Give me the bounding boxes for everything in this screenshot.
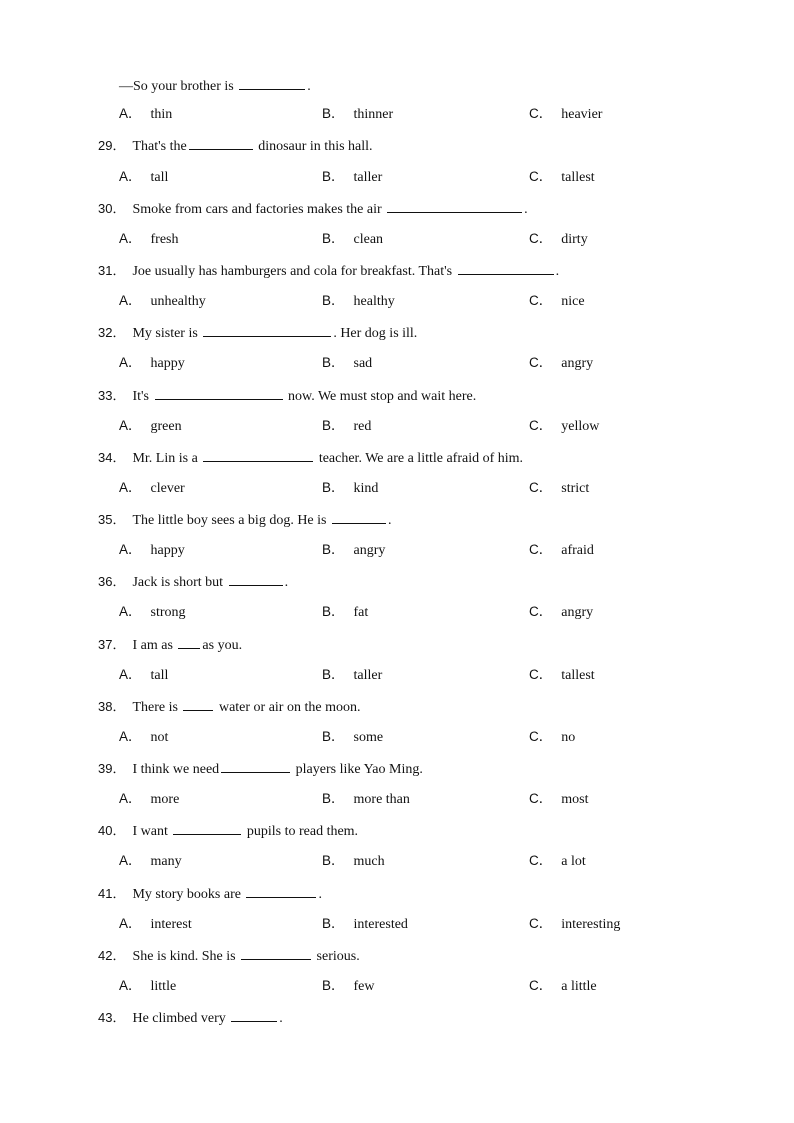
option-a: A． tall: [119, 169, 169, 185]
option-text: taller: [353, 170, 383, 185]
question-text-pre: Smoke from cars and factories makes the air: [132, 202, 386, 217]
answer-blank: [183, 696, 213, 711]
question-text-pre: —So your brother is: [119, 79, 238, 94]
option-a: A． fresh: [119, 231, 179, 247]
question-43-stem: [98, 1007, 283, 1027]
question-text-pre: Jack is short but: [132, 575, 227, 590]
option-c: C． angry: [529, 355, 594, 371]
option-text: strong: [150, 605, 186, 620]
option-text: green: [150, 419, 182, 434]
answer-blank: [203, 322, 331, 337]
option-a: A． clever: [119, 480, 185, 496]
question-32-stem: [98, 322, 417, 342]
option-b: B． thinner: [322, 106, 394, 122]
option-c: C． a lot: [529, 853, 586, 869]
question-text-post: teacher. We are a little afraid of him.: [315, 451, 524, 466]
option-b: B． clean: [322, 231, 384, 247]
option-b: B． angry: [322, 542, 386, 558]
question-text-post: water or air on the moon.: [215, 700, 361, 715]
option-b: B． kind: [322, 480, 379, 496]
option-c: C． no: [529, 729, 576, 745]
question-text-post: .: [388, 513, 392, 528]
question-text-post: . Her dog is ill.: [333, 326, 418, 341]
answer-blank: [178, 634, 200, 649]
question-30-stem: [98, 198, 528, 218]
question-34-stem: [98, 447, 523, 467]
option-text: a lot: [561, 854, 586, 869]
question-42-stem: [98, 945, 360, 965]
option-a: A． tall: [119, 667, 169, 683]
option-a: A． happy: [119, 355, 185, 371]
option-text: happy: [150, 543, 185, 558]
option-c: C． afraid: [529, 542, 594, 558]
question-number: 35．: [98, 512, 126, 527]
option-text: few: [353, 979, 375, 994]
option-text: much: [353, 854, 385, 869]
question-number: 30．: [98, 201, 126, 216]
option-text: tallest: [561, 668, 595, 683]
option-text: interested: [353, 917, 408, 932]
question-text-pre: It's: [132, 389, 153, 404]
question-text-post: serious.: [313, 949, 360, 964]
option-text: strict: [561, 481, 590, 496]
question-text-pre: I think we need: [132, 762, 220, 777]
option-text: clean: [353, 232, 384, 247]
question-text-pre: There is: [132, 700, 182, 715]
answer-blank: [246, 883, 316, 898]
question-number: 39．: [98, 761, 126, 776]
option-a: A． strong: [119, 604, 186, 620]
option-b: B． sad: [322, 355, 373, 371]
answer-blank: [203, 447, 313, 462]
question-text-post: players like Yao Ming.: [292, 762, 423, 777]
option-text: angry: [353, 543, 386, 558]
question-text-pre: Joe usually has hamburgers and cola for breakfast. That's: [132, 264, 456, 279]
question-text-pre: He climbed very: [132, 1011, 230, 1026]
option-a: A． little: [119, 978, 177, 994]
option-text: more than: [353, 792, 410, 807]
option-c: C． heavier: [529, 106, 603, 122]
question-29-stem: [98, 135, 373, 155]
question-number: 42．: [98, 948, 126, 963]
question-text-post: .: [555, 264, 560, 279]
option-b: B． healthy: [322, 293, 395, 309]
option-text: thin: [150, 107, 173, 122]
option-a: A． not: [119, 729, 169, 745]
question-28-stem: [119, 75, 311, 95]
option-text: interest: [150, 917, 192, 932]
option-text: taller: [353, 668, 383, 683]
option-text: nice: [561, 294, 585, 309]
question-number: 36．: [98, 574, 126, 589]
option-text: some: [353, 730, 384, 745]
question-text-post: .: [284, 575, 289, 590]
question-39-stem: [98, 758, 423, 778]
question-text-post: dinosaur in this hall.: [254, 139, 373, 154]
option-text: many: [150, 854, 182, 869]
option-text: fat: [353, 605, 369, 620]
option-b: B． much: [322, 853, 385, 869]
option-a: A． many: [119, 853, 182, 869]
question-40-stem: [98, 820, 358, 840]
question-37-stem: [98, 634, 242, 654]
option-text: heavier: [561, 107, 603, 122]
option-c: C． yellow: [529, 418, 600, 434]
question-text-pre: I want: [132, 824, 172, 839]
option-a: A． unhealthy: [119, 293, 206, 309]
option-text: sad: [353, 356, 373, 371]
option-text: a little: [561, 979, 597, 994]
option-text: unhealthy: [150, 294, 206, 309]
answer-blank: [155, 385, 283, 400]
option-c: C． a little: [529, 978, 597, 994]
option-text: red: [353, 419, 372, 434]
answer-blank: [332, 509, 386, 524]
option-text: not: [150, 730, 169, 745]
option-text: tall: [150, 170, 169, 185]
answer-blank: [239, 75, 305, 90]
question-31-stem: [98, 260, 559, 280]
option-text: fresh: [150, 232, 179, 247]
option-b: B． some: [322, 729, 384, 745]
question-number: 38．: [98, 699, 126, 714]
question-text-pre: My sister is: [132, 326, 202, 341]
question-number: 34．: [98, 450, 126, 465]
answer-blank: [221, 758, 290, 773]
option-text: thinner: [353, 107, 394, 122]
question-35-stem: [98, 509, 392, 529]
answer-blank: [458, 260, 554, 275]
question-text-post: pupils to read them.: [243, 824, 359, 839]
option-text: clever: [150, 481, 185, 496]
option-c: C． interesting: [529, 916, 621, 932]
option-b: B． fat: [322, 604, 369, 620]
question-text-pre: That's the: [132, 139, 187, 154]
option-b: B． interested: [322, 916, 408, 932]
option-text: most: [561, 792, 589, 807]
option-text: little: [150, 979, 177, 994]
option-text: more: [150, 792, 180, 807]
question-number: 31．: [98, 263, 126, 278]
question-text-pre: The little boy sees a big dog. He is: [132, 513, 330, 528]
option-text: happy: [150, 356, 185, 371]
answer-blank: [189, 135, 253, 150]
option-c: C． angry: [529, 604, 594, 620]
option-a: A． more: [119, 791, 180, 807]
option-c: C． nice: [529, 293, 585, 309]
answer-blank: [173, 820, 241, 835]
option-b: B． taller: [322, 169, 383, 185]
option-c: C． strict: [529, 480, 590, 496]
question-text-post: .: [318, 887, 322, 902]
question-text-pre: My story books are: [132, 887, 245, 902]
option-c: C． most: [529, 791, 589, 807]
question-38-stem: [98, 696, 360, 716]
option-text: yellow: [561, 419, 600, 434]
option-text: angry: [561, 356, 594, 371]
option-b: B． red: [322, 418, 372, 434]
question-41-stem: [98, 883, 322, 903]
option-text: tall: [150, 668, 169, 683]
option-a: A． green: [119, 418, 182, 434]
question-text-post: .: [279, 1011, 283, 1026]
option-text: tallest: [561, 170, 595, 185]
option-text: no: [561, 730, 576, 745]
question-text-pre: I am as: [132, 638, 177, 653]
question-text-post: .: [524, 202, 528, 217]
question-text-post: .: [307, 79, 311, 94]
option-b: B． few: [322, 978, 375, 994]
option-text: dirty: [561, 232, 588, 247]
question-number: 43．: [98, 1010, 126, 1025]
option-c: C． tallest: [529, 169, 595, 185]
question-number: 37．: [98, 637, 126, 652]
question-text-pre: Mr. Lin is a: [132, 451, 202, 466]
question-text-post: now. We must stop and wait here.: [284, 389, 477, 404]
question-number: 32．: [98, 325, 126, 340]
option-text: angry: [561, 605, 594, 620]
question-number: 40．: [98, 823, 126, 838]
option-a: A． happy: [119, 542, 185, 558]
option-b: B． more than: [322, 791, 410, 807]
option-b: B． taller: [322, 667, 383, 683]
question-text-post: as you.: [202, 638, 243, 653]
option-text: afraid: [561, 543, 594, 558]
question-number: 29．: [98, 138, 126, 153]
option-c: C． tallest: [529, 667, 595, 683]
question-36-stem: [98, 571, 288, 591]
option-text: interesting: [561, 917, 621, 932]
answer-blank: [387, 198, 522, 213]
question-33-stem: [98, 385, 476, 405]
question-text-pre: She is kind. She is: [132, 949, 240, 964]
answer-blank: [241, 945, 311, 960]
question-number: 41．: [98, 886, 126, 901]
option-a: A． thin: [119, 106, 173, 122]
option-c: C． dirty: [529, 231, 588, 247]
option-a: A． interest: [119, 916, 192, 932]
option-text: healthy: [353, 294, 395, 309]
question-number: 33．: [98, 388, 126, 403]
answer-blank: [231, 1007, 277, 1022]
option-text: kind: [353, 481, 379, 496]
answer-blank: [229, 571, 283, 586]
